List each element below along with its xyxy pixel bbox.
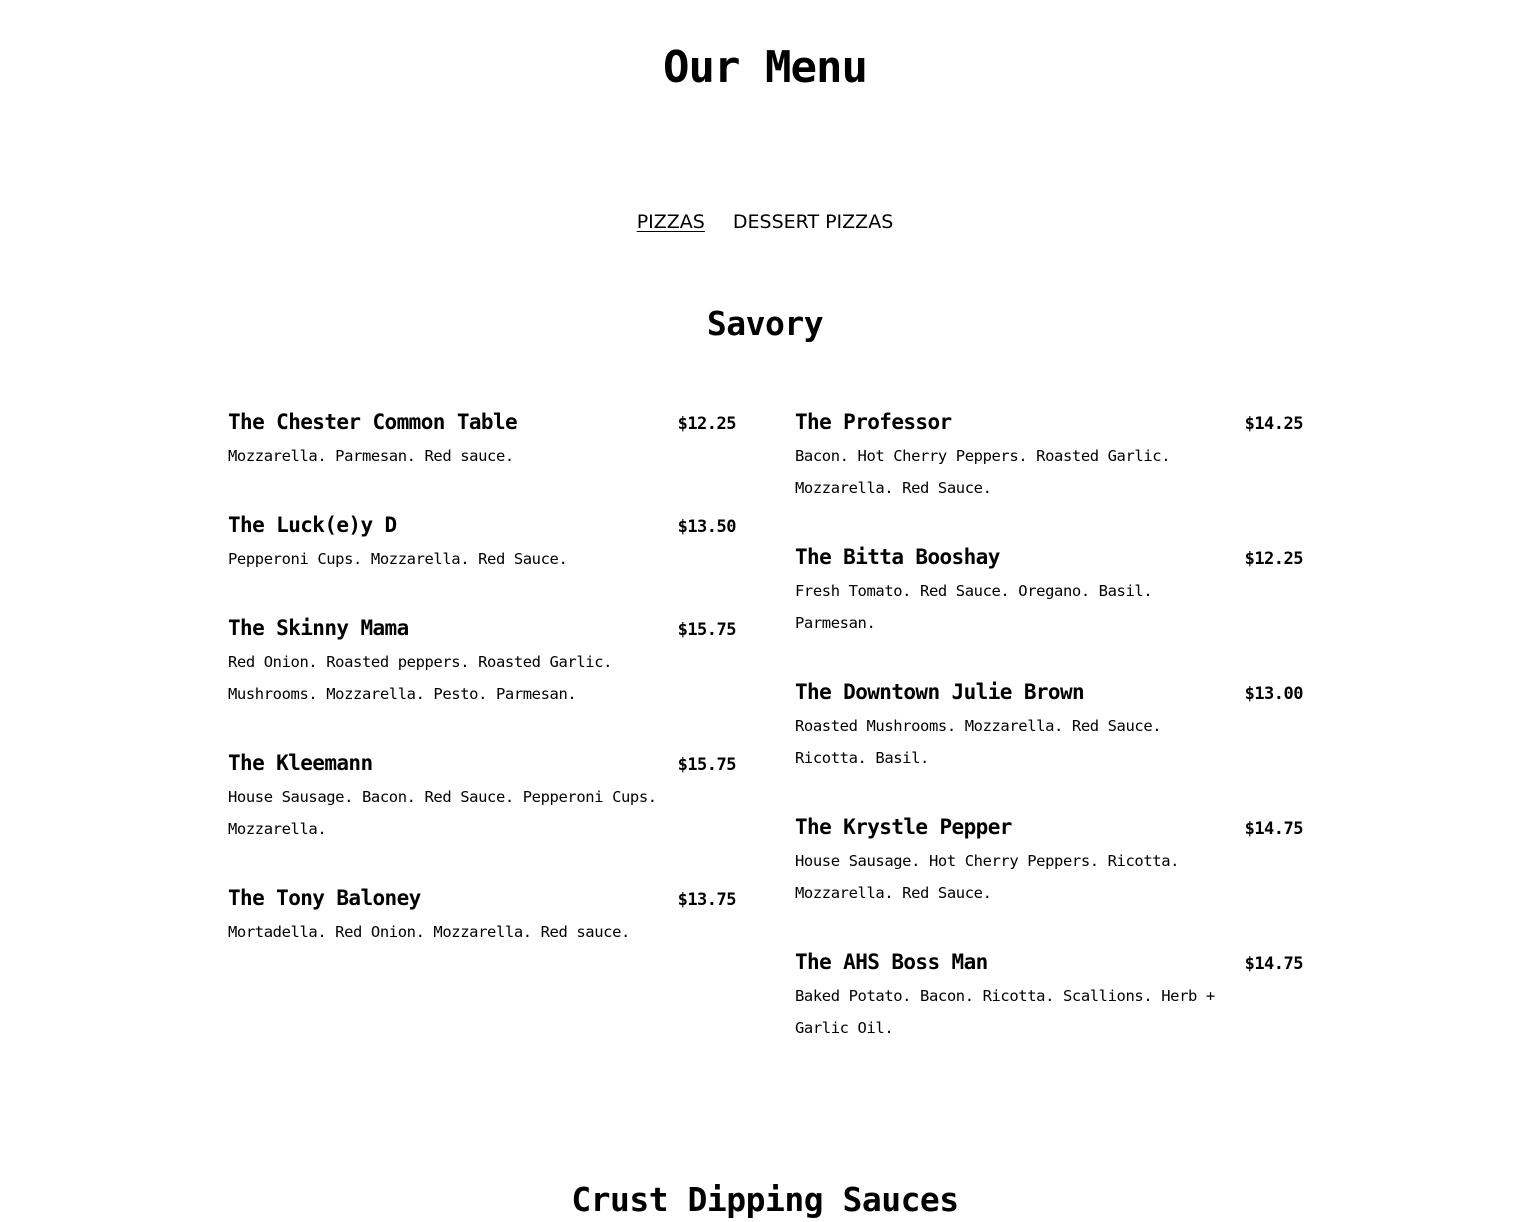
section-title-savory: Savory [706,304,824,343]
menu-item-price: $13.00 [1244,684,1303,704]
menu-item [795,811,1303,909]
menu-item-name: The Chester Common Table [228,410,518,434]
menu-item-header [228,882,736,914]
menu-item-price: $15.75 [677,755,736,775]
menu-item [228,882,736,948]
menu-tabs [0,208,1530,236]
menu-item-name: The Professor [795,410,952,434]
menu-item-description: House Sausage. Bacon. Red Sauce. Pepperoni Cups. Mozzarella. [228,788,657,838]
menu-item-description: Fresh Tomato. Red Sauce. Oregano. Basil. Parmesan. [795,582,1153,632]
menu-item-header [228,509,736,541]
menu-item-header [795,406,1303,438]
menu-item-description: Baked Potato. Bacon. Ricotta. Scallions. Herb + Garlic Oil. [795,987,1215,1037]
section-title-crust-dipping-sauces: Crust Dipping Sauces [571,1180,959,1219]
menu-item-description: Mortadella. Red Onion. Mozzarella. Red sauce. [228,923,630,941]
menu-item-header [228,406,736,438]
menu-item-description: Red Onion. Roasted peppers. Roasted Garlic. Mushrooms. Mozzarella. Pesto. Parmesan. [228,653,613,703]
menu-item-price: $14.75 [1244,954,1303,974]
menu-item [228,509,736,575]
menu-item-header [228,612,736,644]
menu-item-description: House Sausage. Hot Cherry Peppers. Ricotta. Mozzarella. Red Sauce. [795,852,1180,902]
menu-item-description: Bacon. Hot Cherry Peppers. Roasted Garlic. Mozzarella. Red Sauce. [795,447,1171,497]
menu-item-header [795,811,1303,843]
menu-item-name: The Kleemann [228,751,373,775]
menu-item [795,676,1303,774]
menu-item-price: $12.25 [677,414,736,434]
menu-item [228,612,736,710]
menu-item-price: $14.25 [1244,414,1303,434]
menu-item [795,406,1303,504]
menu-grid [228,406,1303,1081]
menu-item-name: The Downtown Julie Brown [795,680,1085,704]
menu-item-price: $13.50 [677,517,736,537]
menu-item-name: The Tony Baloney [228,886,421,910]
menu-item-name: The Luck(e)y D [228,513,397,537]
menu-item-price: $12.25 [1244,549,1303,569]
menu-item [795,541,1303,639]
menu-item-header [795,676,1303,708]
menu-item-price: $14.75 [1244,819,1303,839]
tab-pizzas[interactable]: PIZZAS [636,211,705,233]
menu-item-name: The Krystle Pepper [795,815,1012,839]
menu-item [795,946,1303,1044]
menu-item-header [795,541,1303,573]
menu-column-left [228,406,736,1081]
menu-item-description: Roasted Mushrooms. Mozzarella. Red Sauce. Ricotta. Basil. [795,717,1162,767]
menu-item-description: Mozzarella. Parmesan. Red sauce. [228,447,514,465]
menu-column-right [795,406,1303,1081]
menu-item-header [795,946,1303,978]
menu-item [228,747,736,845]
page-title: Our Menu [663,42,867,93]
menu-item [228,406,736,472]
menu-item-price: $15.75 [677,620,736,640]
tab-dessert-pizzas[interactable]: DESSERT PIZZAS [732,211,894,233]
menu-item-price: $13.75 [677,890,736,910]
menu-item-name: The AHS Boss Man [795,950,988,974]
menu-item-header [228,747,736,779]
menu-item-name: The Skinny Mama [228,616,409,640]
menu-item-description: Pepperoni Cups. Mozzarella. Red Sauce. [228,550,568,568]
menu-item-name: The Bitta Booshay [795,545,1000,569]
